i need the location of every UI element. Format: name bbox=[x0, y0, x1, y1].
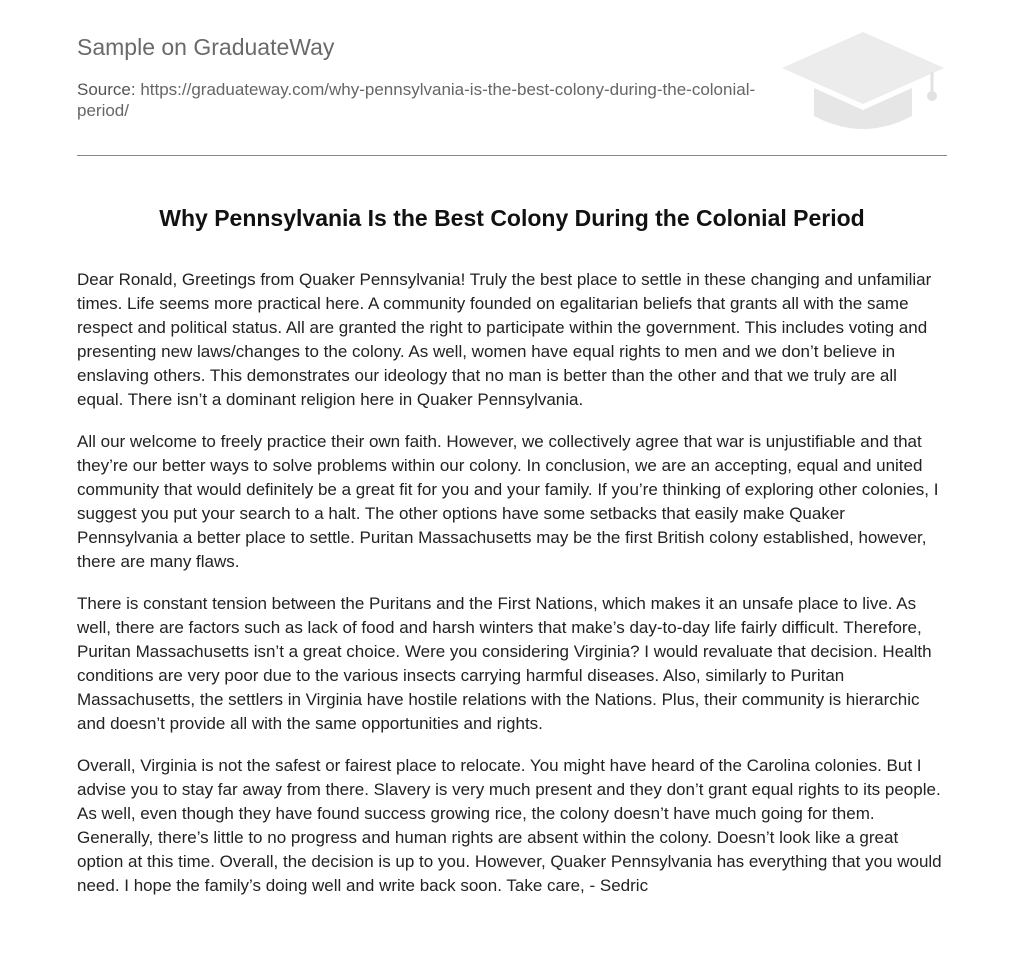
article-title: Why Pennsylvania Is the Best Colony During the Colonial Period bbox=[159, 205, 865, 231]
source-label: Source: bbox=[77, 80, 136, 99]
article-body bbox=[77, 268, 947, 916]
header-divider bbox=[77, 155, 947, 156]
paragraph: There is constant tension between the Puritans and the First Nations, which makes it an unsafe place to live. As well, there are factors such as lack of food and harsh winters that make’s day-to-day life fairly difficult. Therefore, Puritan Massachusetts isn’t a great choice. Were you considering Virginia? I would revaluate that decision. Health conditions are very poor due to the various insects carrying harmful diseases. Also, similarly to Puritan Massachusetts, the settlers in Virginia have hostile relations with the Nations. Plus, their community is hierarchic and doesn’t provide all with the same opportunities and rights. bbox=[77, 594, 932, 733]
site-title: Sample on GraduateWay bbox=[77, 34, 335, 60]
page-header bbox=[77, 0, 947, 156]
paragraph: Dear Ronald, Greetings from Quaker Pennsylvania! Truly the best place to settle in these changing and unfamiliar times. Life seems more practical here. A community founded on egalitarian beliefs that grants all with the same respect and political status. All are granted the right to participate within the government. This includes voting and presenting new laws/changes to the colony. As well, women have equal rights to men and we don’t believe in enslaving others. This demonstrates our ideology that no man is better than the other and that we truly are all equal. There isn’t a dominant religion here in Quaker Pennsylvania. bbox=[77, 270, 932, 409]
source-link[interactable]: https://graduateway.com/why-pennsylvania-is-the-best-colony-during-the-colonial-period/ bbox=[77, 80, 756, 120]
paragraph: All our welcome to freely practice their own faith. However, we collectively agree that war is unjustifiable and that they’re our better ways to solve problems within our colony. In conclusion, we are an accepting, equal and united community that would definitely be a great fit for you and your family. If you’re thinking of exploring other colonies, I suggest you put your search to a halt. The other options have some setbacks that easily make Quaker Pennsylvania a better place to settle. Puritan Massachusetts may be the first British colony established, however, there are many flaws. bbox=[77, 432, 939, 571]
graduation-cap-icon bbox=[780, 30, 946, 132]
paragraph: Overall, Virginia is not the safest or fairest place to relocate. You might have heard of the Carolina colonies. But I advise you to stay far away from there. Slavery is very much present and they don’t grant equal rights to its people. As well, even though they have found success growing rice, the colony doesn’t have much going for them. Generally, there’s little to no progress and human rights are absent within the colony. Doesn’t look like a great option at this time. Overall, the decision is up to you. However, Quaker Pennsylvania has everything that you would need. I hope the family’s doing well and write back soon. Take care, - Sedric bbox=[77, 756, 942, 895]
source-line bbox=[77, 79, 757, 121]
